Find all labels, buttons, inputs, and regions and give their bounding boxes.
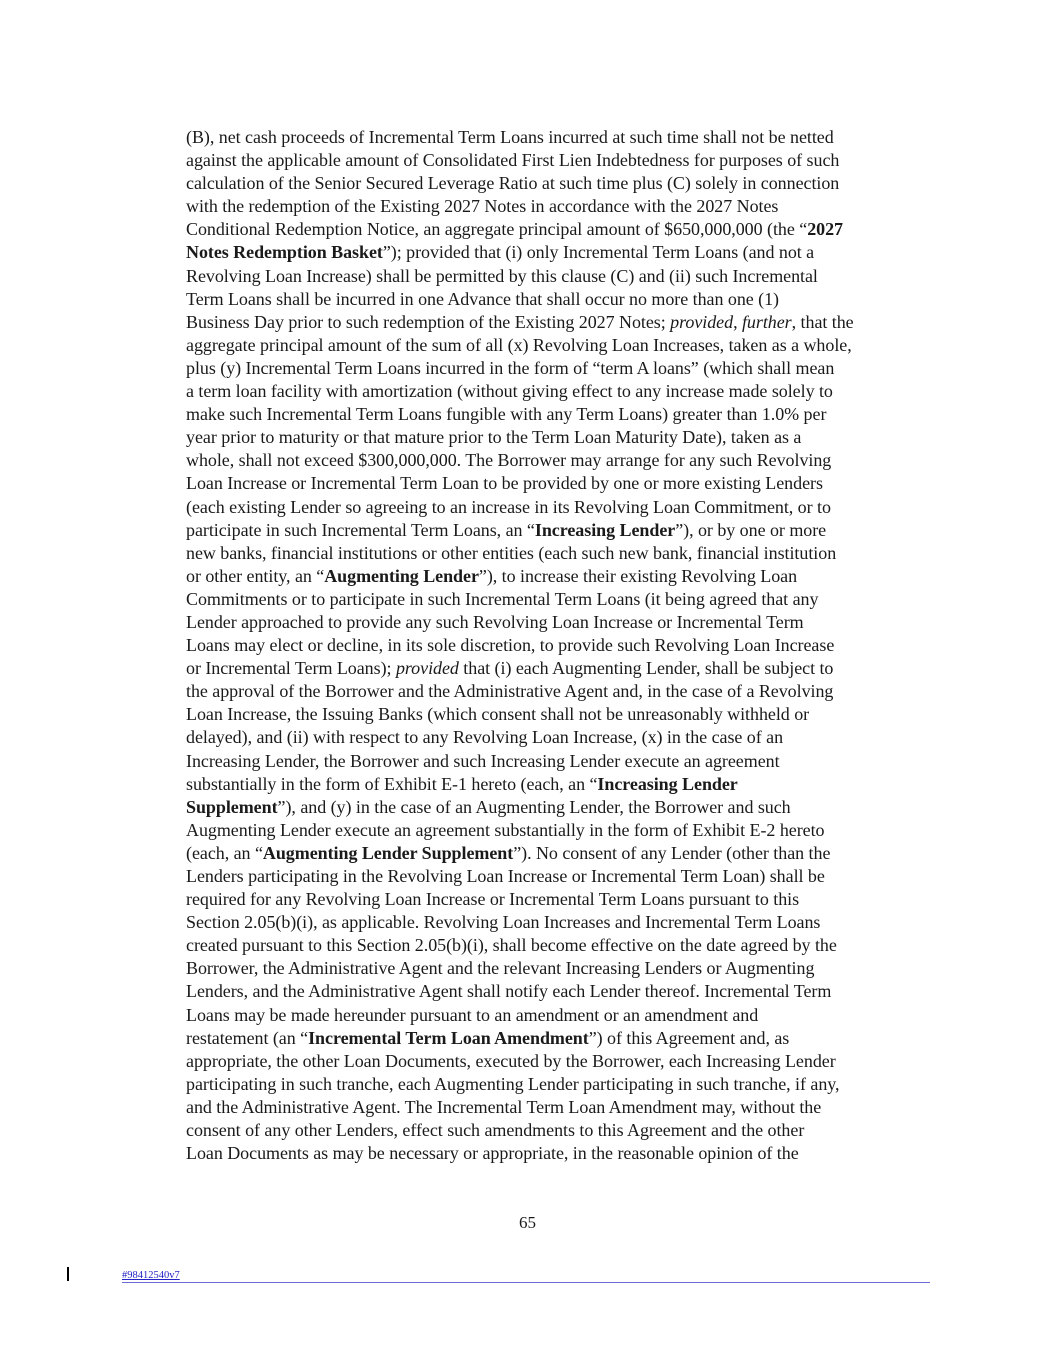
text-line	[186, 657, 931, 680]
text-line	[186, 149, 931, 172]
text-run: restatement (an “	[186, 1027, 309, 1048]
text-run: ”). No consent of any Lender (other than the	[513, 842, 831, 863]
emphasis-text: further	[741, 311, 792, 332]
text-line	[186, 750, 931, 773]
text-run: Increasing Lender, the Borrower and such Increasing Lender execute an agreement	[186, 750, 780, 771]
text-run: created pursuant to this Section 2.05(b)(i), shall become effective on the date agreed by the	[186, 935, 837, 956]
text-run: ”), or by one or more	[675, 519, 827, 540]
text-line	[186, 888, 931, 911]
text-run: delayed), and (ii) with respect to any Revolving Loan Increase, (x) in the case of an	[186, 727, 784, 748]
text-run: against the applicable amount of Consolidated First Lien Indebtedness for purposes of such	[186, 150, 840, 171]
text-line	[186, 311, 931, 334]
defined-term: Notes Redemption Basket	[186, 242, 383, 263]
text-line	[186, 218, 931, 241]
document-id-link[interactable]: #98412540v7	[122, 1270, 180, 1281]
text-line	[186, 703, 931, 726]
text-line	[186, 380, 931, 403]
text-run: Conditional Redemption Notice, an aggregate principal amount of $650,000,000 (the “	[186, 219, 808, 240]
page-number: 65	[519, 1213, 536, 1232]
text-line	[186, 542, 931, 565]
text-line	[186, 634, 931, 657]
text-run: whole, shall not exceed $300,000,000. The Borrower may arrange for any such Revolving	[186, 450, 832, 471]
text-line	[186, 934, 931, 957]
text-line	[186, 1073, 931, 1096]
text-run: Borrower, the Administrative Agent and the relevant Increasing Lenders or Augmenting	[186, 958, 815, 979]
text-line	[186, 195, 931, 218]
text-run: make such Incremental Term Loans fungible with any Term Loans) greater than 1.0% per	[186, 404, 827, 425]
text-line	[186, 449, 931, 472]
text-line	[186, 611, 931, 634]
text-run: aggregate principal amount of the sum of all (x) Revolving Loan Increases, taken as a whole,	[186, 334, 852, 355]
text-line	[186, 588, 931, 611]
text-line	[186, 865, 931, 888]
text-run: Loan Increase, the Issuing Banks (which consent shall not be unreasonably withheld or	[186, 704, 810, 725]
defined-term: Supplement	[186, 796, 278, 817]
text-line	[186, 565, 931, 588]
text-line	[186, 172, 931, 195]
text-line	[186, 334, 931, 357]
text-run: ”), to increase their existing Revolving Loan	[478, 565, 798, 586]
text-line	[186, 1119, 931, 1142]
text-line	[186, 773, 931, 796]
text-run: required for any Revolving Loan Increase or Incremental Term Loans pursuant to this	[186, 889, 800, 910]
text-run: Term Loans shall be incurred in one Advance that shall occur no more than one (1)	[186, 288, 779, 309]
body-text	[186, 126, 931, 1165]
defined-term: Incremental Term Loan Amendment	[308, 1027, 589, 1048]
footer-rule	[122, 1282, 930, 1283]
text-line	[186, 496, 931, 519]
text-run: the approval of the Borrower and the Administrative Agent and, in the case of a Revolving	[186, 681, 834, 702]
text-run: appropriate, the other Loan Documents, executed by the Borrower, each Increasing Lender	[186, 1050, 836, 1071]
text-run: , that the	[791, 311, 854, 332]
text-run: (each, an “	[186, 842, 263, 863]
text-run: (each existing Lender so agreeing to an increase in its Revolving Loan Commitment, or to	[186, 496, 831, 517]
text-run: Business Day prior to such redemption of the Existing 2027 Notes;	[186, 311, 671, 332]
text-line	[186, 472, 931, 495]
text-run: Loans may be made hereunder pursuant to an amendment or an amendment and	[186, 1004, 759, 1025]
defined-term: Increasing Lender	[597, 773, 738, 794]
text-line	[186, 1027, 931, 1050]
text-line	[186, 288, 931, 311]
text-run: a term loan facility with amortization (without giving effect to any increase made solely to	[186, 381, 833, 402]
text-run: Loan Increase or Incremental Term Loan to be provided by one or more existing Lenders	[186, 473, 823, 494]
text-run: (B), net cash proceeds of Incremental Term Loans incurred at such time shall not be netted	[186, 127, 834, 147]
text-run: ”); provided that (i) only Incremental Term Loans (and not a	[382, 242, 815, 263]
text-run: with the redemption of the Existing 2027 Notes in accordance with the 2027 Notes	[186, 196, 779, 217]
text-line	[186, 957, 931, 980]
text-line	[186, 241, 931, 264]
text-line	[186, 980, 931, 1003]
text-run: ”), and (y) in the case of an Augmenting Lender, the Borrower and such	[277, 796, 791, 817]
text-run: participate in such Incremental Term Loans, an “	[186, 519, 535, 540]
text-run: Lenders participating in the Revolving Loan Increase or Incremental Term Loan) shall be	[186, 866, 825, 886]
text-run: that (i) each Augmenting Lender, shall be subject to	[458, 658, 834, 679]
text-run: substantially in the form of Exhibit E-1 hereto (each, an “	[186, 773, 598, 794]
text-line	[186, 842, 931, 865]
text-line	[186, 126, 931, 149]
text-run: Loans may elect or decline, in its sole discretion, to provide such Revolving Loan Increase	[186, 635, 835, 656]
text-run: Section 2.05(b)(i), as applicable. Revolving Loan Increases and Incremental Term Loans	[186, 912, 821, 933]
defined-term: Increasing Lender	[534, 519, 676, 540]
text-line	[186, 519, 931, 542]
text-run: year prior to maturity or that mature prior to the Term Loan Maturity Date), taken as a	[186, 427, 802, 448]
text-line	[186, 1004, 931, 1027]
text-line	[186, 403, 931, 426]
text-line	[186, 680, 931, 703]
text-run: participating in such tranche, each Augmenting Lender participating in such tranche, if any,	[186, 1073, 840, 1094]
text-run: Lender approached to provide any such Revolving Loan Increase or Incremental Term	[186, 611, 804, 632]
text-run: ,	[733, 311, 742, 332]
emphasis-text: provided	[670, 311, 734, 332]
text-run: Commitments or to participate in such Incremental Term Loans (it being agreed that any	[186, 588, 819, 609]
text-line	[186, 265, 931, 288]
text-line	[186, 357, 931, 380]
text-run: new banks, financial institutions or other entities (each such new bank, financial institution	[186, 542, 837, 563]
text-run: or Incremental Term Loans);	[186, 658, 396, 679]
text-run: calculation of the Senior Secured Leverage Ratio at such time plus (C) solely in connection	[186, 173, 840, 194]
text-line	[186, 911, 931, 934]
defined-term: 2027	[807, 219, 844, 240]
text-line	[186, 1142, 931, 1165]
defined-term: Augmenting Lender Supplement	[262, 842, 514, 863]
text-run: consent of any other Lenders, effect such amendments to this Agreement and the other	[186, 1120, 805, 1141]
text-run: plus (y) Incremental Term Loans incurred in the form of “term A loans” (which shall mean	[186, 357, 835, 378]
text-run: ”) of this Agreement and, as	[588, 1027, 790, 1048]
text-run: Lenders, and the Administrative Agent shall notify each Lender thereof. Incremental Term	[186, 981, 832, 1002]
text-line	[186, 796, 931, 819]
text-run: Augmenting Lender execute an agreement substantially in the form of Exhibit E-2 hereto	[186, 819, 825, 840]
text-run: Revolving Loan Increase) shall be permitted by this clause (C) and (ii) such Incremental	[186, 265, 818, 286]
emphasis-text: provided	[395, 658, 459, 679]
text-run: and the Administrative Agent. The Incremental Term Loan Amendment may, without the	[186, 1096, 822, 1117]
change-bar-marker	[67, 1267, 69, 1281]
text-line	[186, 726, 931, 749]
defined-term: Augmenting Lender	[324, 565, 479, 586]
text-line	[186, 819, 931, 842]
text-run: Loan Documents as may be necessary or appropriate, in the reasonable opinion of the	[186, 1143, 799, 1164]
text-run: or other entity, an “	[186, 565, 325, 586]
text-line	[186, 426, 931, 449]
text-line	[186, 1050, 931, 1073]
text-line	[186, 1096, 931, 1119]
